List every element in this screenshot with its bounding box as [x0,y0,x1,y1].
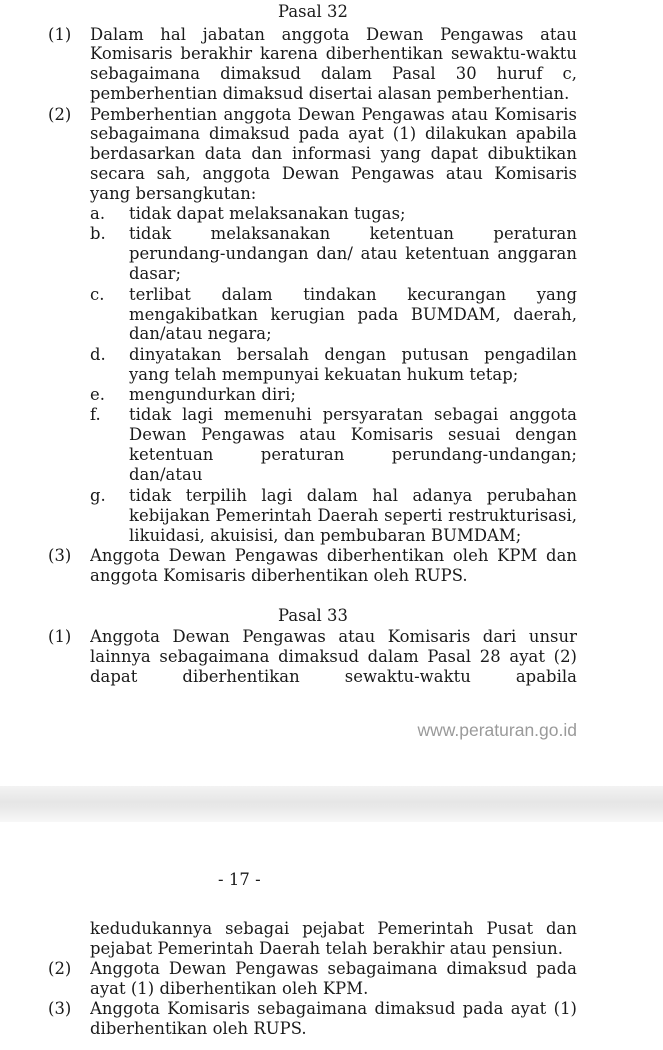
item-line: dan/atau [129,465,203,484]
continuation-line: pejabat Pemerintah Daerah telah berakhir atau pensiun. [90,939,564,958]
item-line: tidak terpilih lagi dalam hal adanya perubahan [129,486,577,505]
item-line: dasar; [129,264,182,283]
pasal-33-ayat-1-number: (1) [48,627,72,646]
pasal-33-ayat-2-line: Anggota Dewan Pengawas sebagaimana dimaksud pada [90,959,577,978]
pasal-33-ayat-2-line: ayat (1) diberhentikan oleh KPM. [90,979,369,998]
ayat-1-line: sebagaimana dimaksud dalam Pasal 30 huruf c, [90,64,577,83]
item-line: tidak lagi memenuhi persyaratan sebagai anggota [129,405,577,424]
item-letter: f. [90,405,101,424]
pasal-33-ayat-3-line: Anggota Komisaris sebagaimana dimaksud pada ayat (1) [90,999,577,1018]
item-letter: c. [90,285,105,304]
ayat-2-line: berdasarkan data dan informasi yang dapat dibuktikan [90,144,577,163]
ayat-1-line: Dalam hal jabatan anggota Dewan Pengawas atau [90,25,577,44]
pasal-33-ayat-2-number: (2) [48,959,72,978]
item-line: kebijakan Pemerintah Daerah seperti restrukturisasi, [129,506,577,525]
ayat-1-number: (1) [48,25,72,44]
pasal-32-title: Pasal 32 [278,2,348,21]
ayat-2-number: (2) [48,105,72,124]
pasal-33-title: Pasal 33 [278,606,348,625]
ayat-2-line: Pemberhentian anggota Dewan Pengawas atau Komisaris [90,105,577,124]
item-line: yang telah mempunyai kekuatan hukum tetap; [129,365,519,384]
ayat-3-line: Anggota Dewan Pengawas diberhentikan oleh KPM dan [90,546,577,565]
website-watermark: www.peraturan.go.id [417,720,577,740]
item-line: dan/atau negara; [129,324,272,343]
item-line: tidak melaksanakan ketentuan peraturan [129,224,577,243]
page-number: - 17 - [218,870,261,889]
page-separator [0,786,663,822]
document-page-bottom [0,822,663,1050]
pasal-33-ayat-1-line: Anggota Dewan Pengawas atau Komisaris dari unsur [90,627,577,646]
ayat-2-line: secara sah, anggota Dewan Pengawas atau Komisaris [90,164,577,183]
item-line: Dewan Pengawas atau Komisaris sesuai dengan [129,425,577,444]
item-line: mengakibatkan kerugian pada BUMDAM, daerah, [129,305,577,324]
ayat-3-line: anggota Komisaris diberhentikan oleh RUPS. [90,566,468,585]
item-line: dinyatakan bersalah dengan putusan pengadilan [129,345,577,364]
ayat-3-number: (3) [48,546,72,565]
item-line: likuidasi, akuisisi, dan pembubaran BUMDAM; [129,526,522,545]
pasal-33-ayat-1-line: lainnya sebagaimana dimaksud dalam Pasal 28 ayat (2) [90,647,577,666]
item-line: ketentuan peraturan perundang-undangan; [129,445,577,464]
pasal-33-ayat-1-line: dapat diberhentikan sewaktu-waktu apabila [90,667,577,686]
item-letter: e. [90,385,106,404]
item-line: perundang-undangan dan/ atau ketentuan anggaran [129,244,577,263]
ayat-2-line: sebagaimana dimaksud pada ayat (1) dilakukan apabila [90,124,577,143]
item-letter: d. [90,345,106,364]
item-letter: b. [90,224,106,243]
item-line: tidak dapat melaksanakan tugas; [129,204,406,223]
continuation-line: kedudukannya sebagai pejabat Pemerintah Pusat dan [90,919,577,938]
pasal-33-ayat-3-number: (3) [48,999,72,1018]
item-letter: a. [90,204,106,223]
item-line: mengundurkan diri; [129,385,296,404]
item-letter: g. [90,486,106,505]
pasal-33-ayat-3-line: diberhentikan oleh RUPS. [90,1019,307,1038]
ayat-2-line: yang bersangkutan: [90,184,257,203]
ayat-1-line: Komisaris berakhir karena diberhentikan sewaktu-waktu [90,44,577,63]
item-line: terlibat dalam tindakan kecurangan yang [129,285,577,304]
ayat-1-line: pemberhentian dimaksud disertai alasan pemberhentian. [90,84,570,103]
